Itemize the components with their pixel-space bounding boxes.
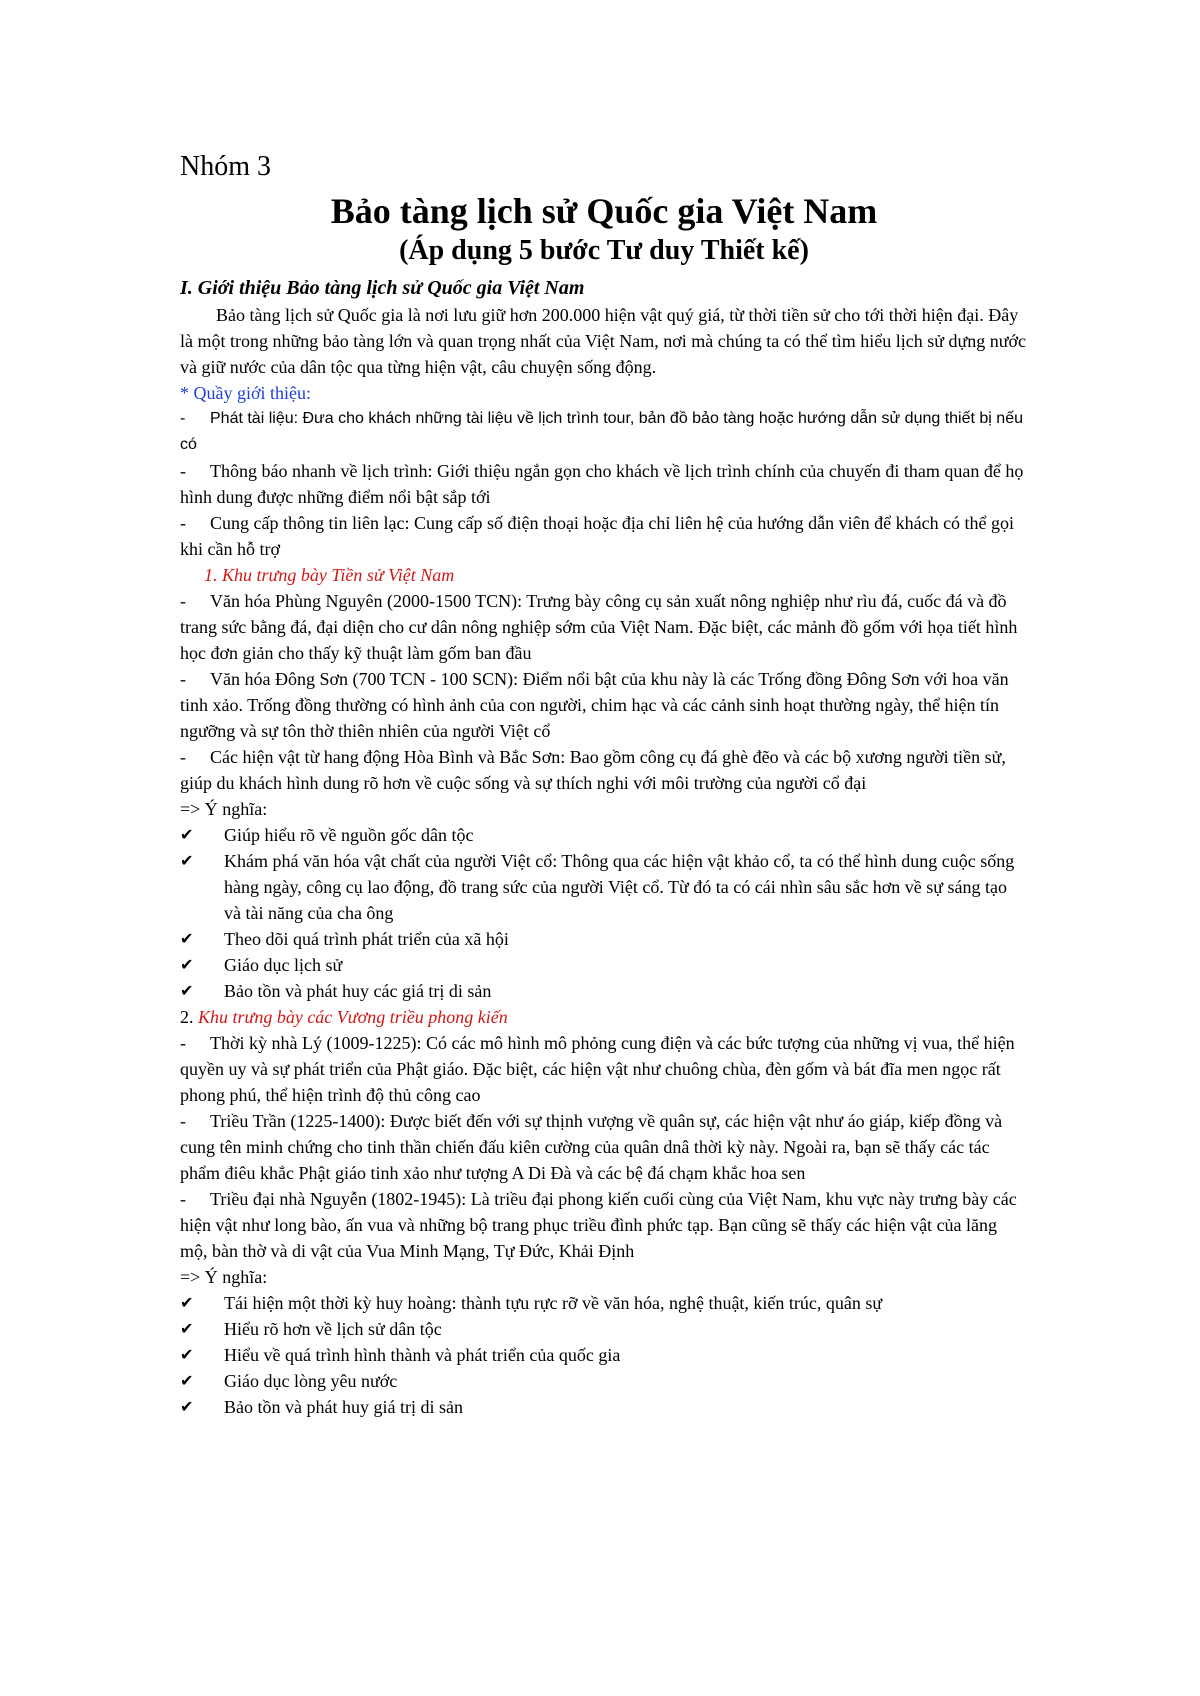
checklist-text: Giáo dục lịch sử — [224, 955, 343, 975]
list-item — [180, 1030, 1028, 1108]
dash-bullet: - — [180, 513, 186, 533]
checklist-item — [180, 952, 1028, 978]
list-item-text: Phát tài liệu: Đưa cho khách những tài liệu về lịch trình tour, bản đồ bảo tàng hoặc hướng dẫn sử dụng thiết bị nếu có — [180, 410, 1023, 453]
dash-bullet: - — [180, 669, 186, 689]
checklist-item — [180, 1290, 1028, 1316]
group-name: Nhóm 3 — [180, 151, 271, 182]
checklist-item — [180, 848, 1028, 926]
checklist-text: Khám phá văn hóa vật chất của người Việt cổ: Thông qua các hiện vật khảo cổ, ta có thể hình dung cuộc sống hàng ngày, công cụ lao động, đồ trang sức của người Việt cổ. Từ đó ta có cái nhìn sâu sắc hơn về sự sáng tạo và tài năng của cha ông — [224, 851, 1015, 923]
checklist-item — [180, 822, 1028, 848]
list-item-text: Thông báo nhanh về lịch trình: Giới thiệu ngắn gọn cho khách về lịch trình chính của chuyến đi tham quan để họ hình dung được những điểm nổi bật sắp tới — [180, 461, 1024, 507]
list-item — [180, 458, 1028, 510]
list-item-text: Các hiện vật từ hang động Hòa Bình và Bắc Sơn: Bao gồm công cụ đá ghè đẽo và các bộ xương người tiền sử, giúp du khách hình dung rõ hơn về cuộc sống và sự thích nghi với môi trường của người cổ đại — [180, 747, 1006, 793]
list-item — [180, 588, 1028, 666]
zone2-heading-line — [180, 1004, 1028, 1030]
document-body — [180, 150, 1028, 1420]
list-item-text: Văn hóa Đông Sơn (700 TCN - 100 SCN): Điểm nổi bật của khu này là các Trống đồng Đông Sơn với hoa văn tinh xảo. Trống đồng thường có hình ảnh của con người, chim hạc và các cảnh sinh hoạt thường ngày, thể hiện tín ngưỡng và sự tôn thờ thiên nhiên của người Việt cổ — [180, 669, 1009, 741]
checklist-text: Hiểu về quá trình hình thành và phát triển của quốc gia — [224, 1345, 621, 1365]
checklist-text: Hiểu rõ hơn về lịch sử dân tộc — [224, 1319, 442, 1339]
dash-bullet: - — [180, 1033, 186, 1053]
checklist-item — [180, 926, 1028, 952]
checklist-text: Tái hiện một thời kỳ huy hoàng: thành tựu rực rỡ về văn hóa, nghệ thuật, kiến trúc, quân sự — [224, 1293, 883, 1313]
dash-bullet: - — [180, 1111, 186, 1131]
check-icon: ✔ — [180, 1397, 194, 1416]
checklist-item — [180, 978, 1028, 1004]
meaning-label: => Ý nghĩa: — [180, 799, 268, 819]
check-icon: ✔ — [180, 1345, 194, 1364]
document-subtitle: (Áp dụng 5 bước Tư duy Thiết kế) — [399, 235, 809, 266]
checklist-item — [180, 1394, 1028, 1420]
list-item-text: Cung cấp thông tin liên lạc: Cung cấp số điện thoại hoặc địa chỉ liên hệ của hướng dẫn viên để khách có thể gọi khi cần hỗ trợ — [180, 513, 1015, 559]
list-item — [180, 744, 1028, 796]
checklist-item — [180, 1368, 1028, 1394]
check-icon: ✔ — [180, 1293, 194, 1312]
list-item — [180, 666, 1028, 744]
meaning-label: => Ý nghĩa: — [180, 1267, 268, 1287]
zone2-number: 2. — [180, 1007, 198, 1027]
list-item-text: Văn hóa Phùng Nguyên (2000-1500 TCN): Trưng bày công cụ sản xuất nông nghiệp như rìu đá, cuốc đá và đồ trang sức bằng đá, đại diện cho cư dân nông nghiệp sớm của Việt Nam. Đặc biệt, các mảnh đồ gốm với họa tiết hình học đơn giản cho thấy kỹ thuật làm gốm ban đầu — [180, 591, 1018, 663]
checklist-text: Bảo tồn và phát huy giá trị di sản — [224, 1397, 463, 1417]
check-icon: ✔ — [180, 981, 194, 1000]
list-item-text: Triều Trần (1225-1400): Được biết đến với sự thịnh vượng về quân sự, các hiện vật như áo giáp, kiếp đồng và cung tên minh chứng cho tinh thần chiến đấu kiên cường của quân dnâ thời kỳ này. Ngoài ra, bạn sẽ thấy các tác phẩm điêu khắc Phật giáo tinh xảo như tượng A Di Đà và các bệ đá chạm khắc hoa sen — [180, 1111, 1003, 1183]
dash-bullet: - — [180, 591, 186, 611]
section-heading: I. Giới thiệu Bảo tàng lịch sử Quốc gia Việt Nam — [180, 277, 585, 299]
list-item-text: Triều đại nhà Nguyễn (1802-1945): Là triều đại phong kiến cuối cùng của Việt Nam, khu vực này trưng bày các hiện vật như long bào, ấn vua và những bộ trang phục triều đình phức tạp. Bạn cũng sẽ thấy các hiện vật của lăng mộ, bàn thờ và di vật của Vua Minh Mạng, Tự Đức, Khải Định — [180, 1189, 1017, 1261]
zone2-heading: Khu trưng bày các Vương triều phong kiến — [198, 1007, 508, 1027]
zone1-heading: 1. Khu trưng bày Tiền sử Việt Nam — [204, 565, 455, 585]
checklist-item — [180, 1316, 1028, 1342]
checklist-text: Giúp hiểu rõ về nguồn gốc dân tộc — [224, 825, 474, 845]
check-icon: ✔ — [180, 929, 194, 948]
dash-bullet: - — [180, 461, 186, 481]
checklist-text: Bảo tồn và phát huy các giá trị di sản — [224, 981, 492, 1001]
check-icon: ✔ — [180, 1319, 194, 1338]
check-icon: ✔ — [180, 851, 194, 870]
dash-bullet: - — [180, 747, 186, 767]
checklist-text: Giáo dục lòng yêu nước — [224, 1371, 398, 1391]
list-item — [180, 1108, 1028, 1186]
checklist-item — [180, 1342, 1028, 1368]
dash-bullet: - — [180, 1189, 186, 1209]
list-item — [180, 1186, 1028, 1264]
list-item — [180, 510, 1028, 562]
check-icon: ✔ — [180, 1371, 194, 1390]
list-item — [180, 406, 1028, 458]
dash-bullet: - — [180, 410, 186, 427]
document-title: Bảo tàng lịch sử Quốc gia Việt Nam — [330, 191, 878, 231]
check-icon: ✔ — [180, 825, 194, 844]
list-item-text: Thời kỳ nhà Lý (1009-1225): Có các mô hình mô phỏng cung điện và các bức tượng của những vị vua, thể hiện quyền uy và sự phát triển của Phật giáo. Đặc biệt, các hiện vật như chuông chùa, đèn gốm và bát đĩa men ngọc rất phong phú, thể hiện trình độ thủ công cao — [180, 1033, 1015, 1105]
checklist-text: Theo dõi quá trình phát triển của xã hội — [224, 929, 509, 949]
desk-heading: * Quầy giới thiệu: — [180, 383, 312, 403]
intro-paragraph: Bảo tàng lịch sử Quốc gia là nơi lưu giữ hơn 200.000 hiện vật quý giá, từ thời tiền sử cho tới thời hiện đại. Đây là một trong những bảo tàng lớn và quan trọng nhất của Việt Nam, nơi mà chúng ta có thể tìm hiểu lịch sử dựng nước và giữ nước của dân tộc qua từng hiện vật, câu chuyện sống động. — [180, 305, 1026, 377]
check-icon: ✔ — [180, 955, 194, 974]
